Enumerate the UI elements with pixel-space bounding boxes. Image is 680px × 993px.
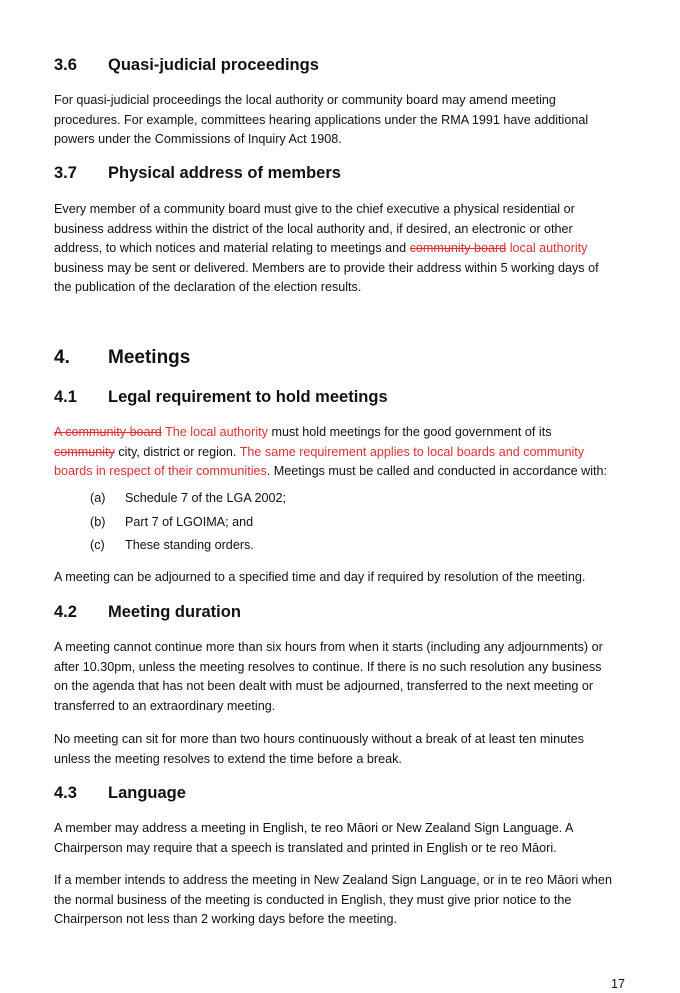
section-heading-3-6 xyxy=(54,56,319,75)
list-item xyxy=(90,487,286,511)
section-title: Physical address of members xyxy=(108,164,341,182)
deleted-text: A community board xyxy=(54,425,162,439)
section-number: 4.2 xyxy=(54,603,77,621)
list-item-text: These standing orders. xyxy=(125,538,254,552)
chapter-number: 4. xyxy=(54,347,70,368)
text-line: A member may address a meeting in English, te reo Māori or New Zealand Sign Language. A xyxy=(54,821,574,835)
text-line: For quasi-judicial proceedings the local authority or community board may amend meeting xyxy=(54,93,556,107)
text-line: powers under the Commissions of Inquiry Act 1908. xyxy=(54,132,342,146)
text-line xyxy=(54,423,634,443)
section-number: 4.3 xyxy=(54,784,77,802)
text-run: must hold meetings for the good government of its xyxy=(267,425,552,439)
section-number: 3.7 xyxy=(54,164,77,182)
text-line: procedures. For example, committees hearing applications under the RMA 1991 have additional xyxy=(54,112,589,127)
text-line: A meeting can be adjourned to a specified time and day if required by resolution of the meeting. xyxy=(54,570,586,584)
section-title: Meeting duration xyxy=(108,603,241,621)
chapter-title: Meetings xyxy=(108,347,191,368)
section-heading-3-7 xyxy=(54,164,341,183)
section-number: 3.6 xyxy=(54,56,77,74)
list-marker: (c) xyxy=(90,538,105,552)
list-marker: (b) xyxy=(90,514,106,529)
list-item-text: Part 7 of LGOIMA; and xyxy=(125,514,254,529)
section-title: Quasi-judicial proceedings xyxy=(108,56,319,74)
text-line: A meeting cannot continue more than six hours from when it starts (including any adjournments) or xyxy=(54,640,603,654)
text-line: business may be sent or delivered. Members are to provide their address within 5 working days of xyxy=(54,260,599,275)
text-line: Every member of a community board must give to the chief executive a physical residential or xyxy=(54,202,575,216)
section-title: Legal requirement to hold meetings xyxy=(108,388,388,406)
inserted-text: The local authority xyxy=(161,425,268,439)
inserted-text: boards in respect of their communities xyxy=(54,464,267,478)
text-line: the publication of the declaration of the election results. xyxy=(54,280,362,294)
text-line xyxy=(54,462,634,482)
paragraph-4-1 xyxy=(54,423,634,482)
text-line: business address within the district of the local authority and, if desired, an electronic or other xyxy=(54,221,573,236)
section-heading-4-2 xyxy=(54,603,241,622)
text-line: Chairperson not less than 2 working days before the meeting. xyxy=(54,912,398,926)
text-run: . Meetings must be called and conducted in accordance with: xyxy=(266,464,608,478)
paragraph-4-2-b xyxy=(54,730,634,769)
text-line: Chairperson may require that a speech is translated and printed in English or te reo Māori. xyxy=(54,840,557,855)
deleted-text: community xyxy=(54,444,115,459)
list-marker: (a) xyxy=(90,491,106,505)
paragraph-4-2-a xyxy=(54,638,634,716)
inserted-text: The same requirement applies to local boards and community xyxy=(239,444,585,459)
requirements-list xyxy=(90,487,286,558)
page-number: 17 xyxy=(611,977,626,991)
list-item xyxy=(90,534,286,558)
section-heading-4-1 xyxy=(54,388,388,407)
text-line xyxy=(54,443,634,463)
paragraph-3-7 xyxy=(54,200,634,298)
section-number: 4.1 xyxy=(54,388,77,406)
text-line: No meeting can sit for more than two hours continuously without a break of at least ten minutes xyxy=(54,732,584,746)
text-line xyxy=(54,239,634,259)
text-line: on the agenda that has not been dealt with must be adjourned, transferred to the next meeting or xyxy=(54,679,594,693)
section-title: Language xyxy=(108,784,186,802)
chapter-heading-4 xyxy=(54,347,190,369)
inserted-text: local authority xyxy=(506,241,588,255)
list-item-text: Schedule 7 of the LGA 2002; xyxy=(125,491,287,505)
deleted-text: community board xyxy=(409,241,507,255)
paragraph-3-6 xyxy=(54,91,634,150)
text-line: the normal business of the meeting is conducted in English, they must give prior notice to the xyxy=(54,892,572,907)
text-line: unless the meeting resolves to extend the time before a break. xyxy=(54,751,402,766)
paragraph-4-3-a xyxy=(54,819,634,858)
text-run: address, to which notices and material relating to meetings and xyxy=(54,241,410,255)
list-item xyxy=(90,511,286,535)
text-line: transferred to an extraordinary meeting. xyxy=(54,698,276,713)
text-line: If a member intends to address the meeting in New Zealand Sign Language, or in te reo Māori when xyxy=(54,873,612,887)
paragraph-4-1-adjourn xyxy=(54,568,634,588)
text-run: city, district or region. xyxy=(114,444,240,459)
paragraph-4-3-b xyxy=(54,871,634,930)
section-heading-4-3 xyxy=(54,784,186,803)
text-line: after 10.30pm, unless the meeting resolves to continue. If there is no such resolution any business xyxy=(54,659,602,674)
